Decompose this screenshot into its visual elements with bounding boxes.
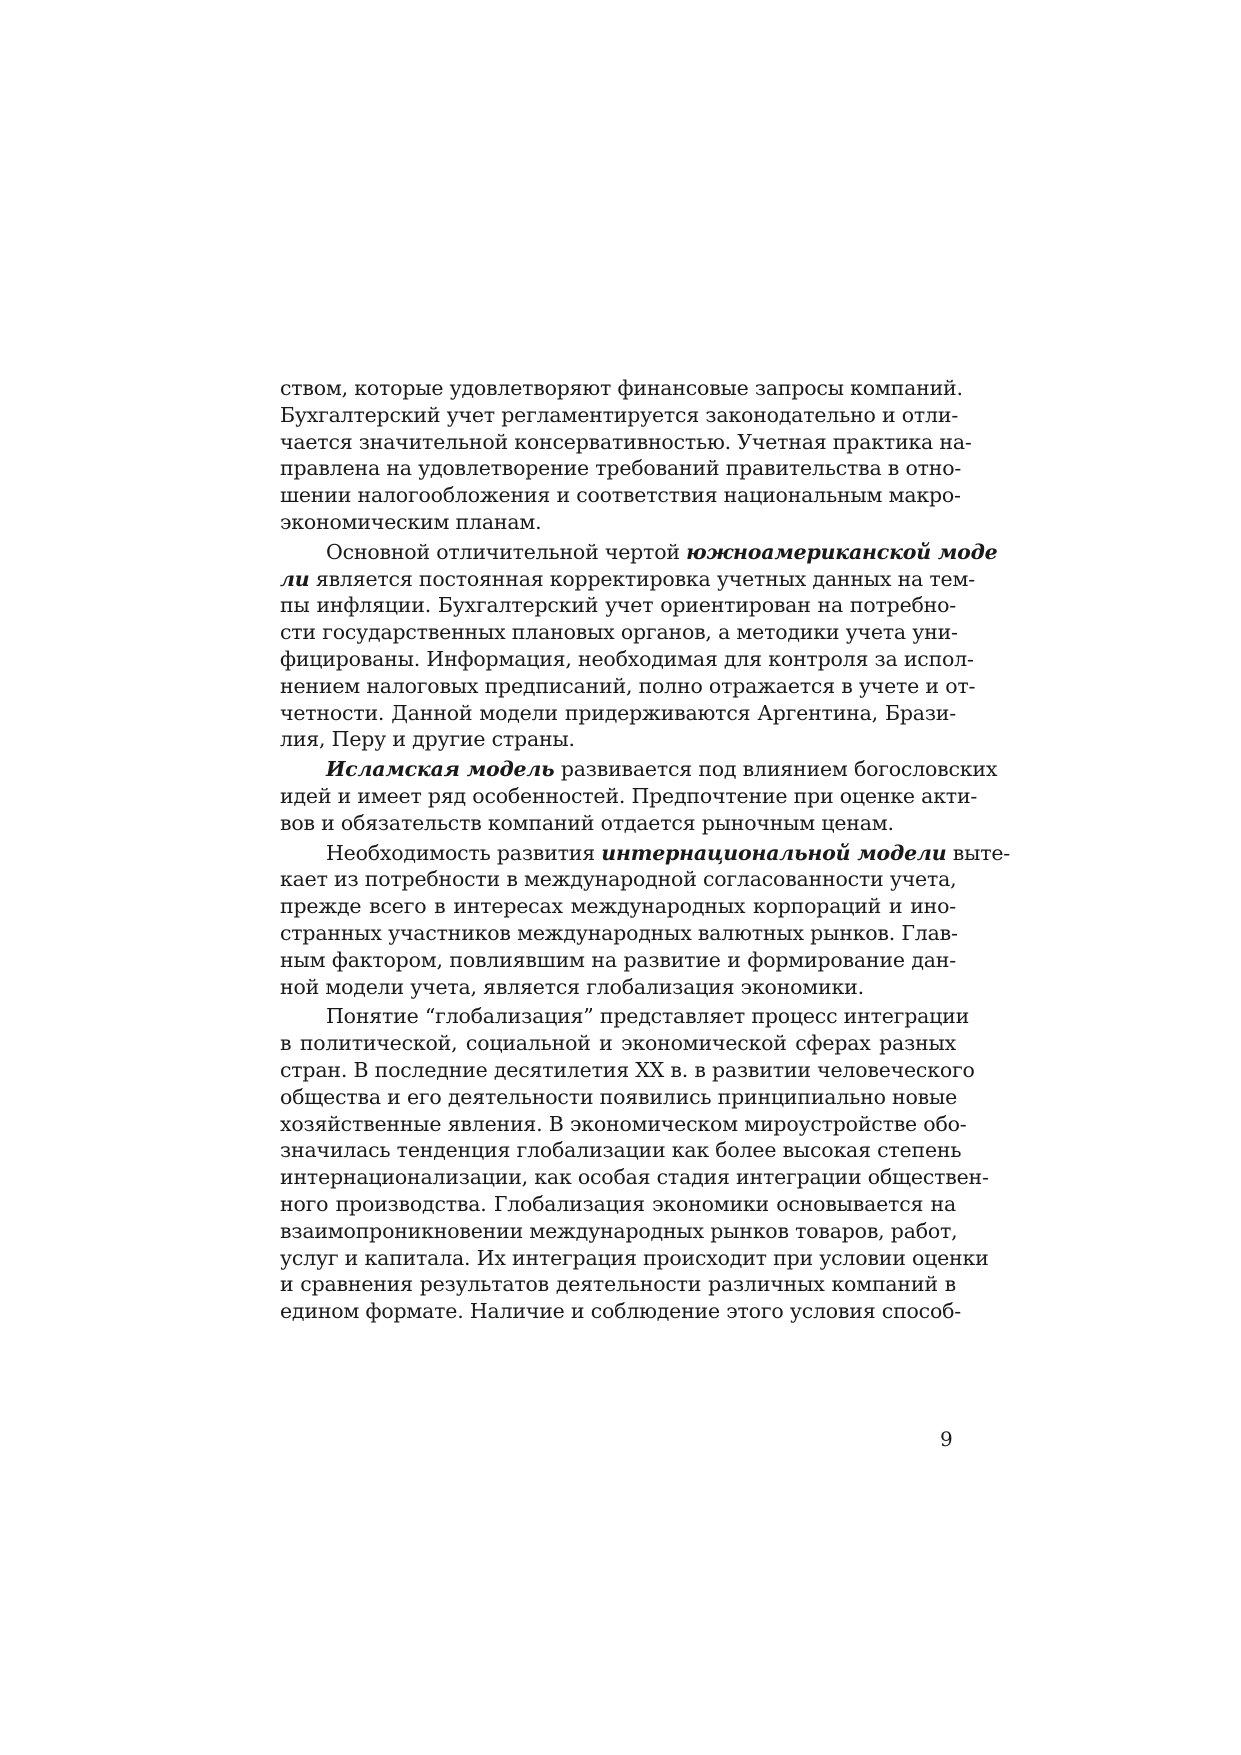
text-line: прежде всего в интересах международных корпораций и ино- [280,894,956,919]
text-line: лия, Перу и другие страны. [280,727,575,752]
text-line: и сравнения результатов деятельности различных компаний в [280,1272,956,1297]
text-run: Основной отличительной чертой [326,539,687,564]
text-line: стран. В последние десятилетия XX в. в развитии человеческого [280,1057,975,1082]
text-line: чается значительной консервативностью. Учетная практика на- [280,429,972,454]
text-line: пы инфляции. Бухгалтерский учет ориентирован на потребно- [280,593,956,618]
page-body-text [280,375,1011,1325]
text-line: услуг и капитала. Их интеграция происходит при условии оценки [280,1245,989,1270]
text-line: в политической, социальной и экономической сферах разных [280,1031,956,1056]
emphasized-term-south-american-model-end: ли [280,566,310,591]
text-line: экономическим планам. [280,509,542,534]
paragraph-3 [280,756,998,836]
text-line: Бухгалтерский учет регламентируется законодательно и отли- [280,402,959,427]
text-line: правлена на удовлетворение требований правительства в отно- [280,456,962,481]
text-run: Необходимость развития [326,840,602,865]
text-line: взаимопроникновении международных рынков товаров, работ, [280,1218,958,1243]
text-line: интернационализации, как особая стадия интеграции обществен- [280,1165,989,1190]
paragraph-5 [280,1003,989,1325]
text-line: общества и его деятельности появились принципиально новые [280,1084,958,1109]
text-line: идей и имеет ряд особенностей. Предпочтение при оценке акти- [280,783,978,808]
text-line: ного производства. Глобализация экономики основывается на [280,1191,956,1216]
text-line: едином формате. Наличие и соблюдение этого условия способ- [280,1299,961,1324]
text-line [280,539,998,566]
emphasized-term-international-model: интернациональной модели [601,840,947,865]
text-line: Понятие “глобализация” представляет процесс интеграции [326,1004,970,1029]
text-run: развивается под влиянием богословских [554,757,998,782]
text-line: хозяйственные явления. В экономическом мироустройстве обо- [280,1111,967,1136]
paragraph-1 [280,375,972,536]
text-line: сти государственных плановых органов, а методики учета уни- [280,620,958,645]
emphasized-term-islamic-model: Исламская модель [326,757,555,782]
text-line: ством, которые удовлетворяют финансовые запросы компаний. [280,376,963,400]
text-line: ным фактором, повлиявшим на развитие и формирование дан- [280,947,956,972]
text-line: странных участников международных валютных рынков. Глав- [280,920,958,945]
text-line: шении налогообложения и соответствия национальным макро- [280,483,961,508]
text-line [280,566,975,593]
text-line: значилась тенденция глобализации как более высокая степень [280,1138,962,1163]
text-line: вов и обязательств компаний отдается рыночным ценам. [280,810,894,835]
text-run: является постоянная корректировка учетных данных на тем- [309,566,975,591]
page-number: 9 [940,1427,953,1451]
text-line [280,840,1011,867]
text-line: ной модели учета, является глобализация экономики. [280,974,864,999]
text-line: четности. Данной модели придерживаются Аргентина, Брази- [280,700,956,725]
paragraph-4 [280,840,1011,1001]
text-line: нением налоговых предписаний, полно отражается в учете и от- [280,673,976,698]
emphasized-term-south-american-model: южноамериканской моде [686,539,998,564]
text-line [280,756,998,783]
text-line: кает из потребности в международной согласованности учета, [280,867,957,892]
text-run: выте- [946,840,1011,865]
text-line: фицированы. Информация, необходимая для контроля за испол- [280,646,974,671]
paragraph-2 [280,539,998,753]
